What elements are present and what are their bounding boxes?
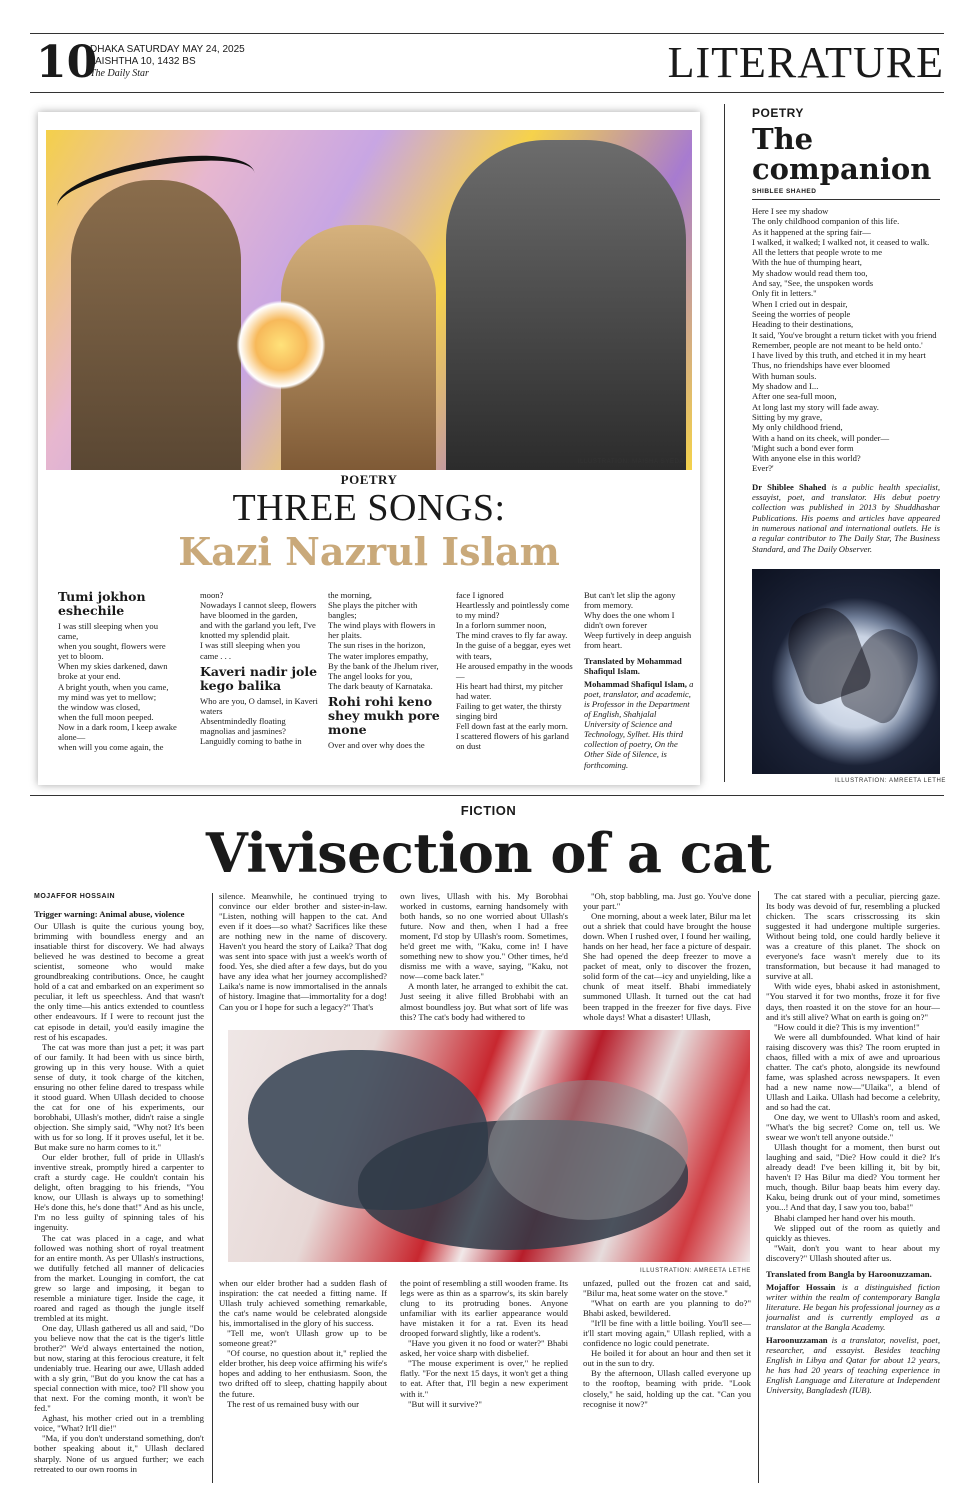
verse-line: I have lived by this truth, and etched it in my heart (752, 350, 926, 361)
verse-line: I was still sleeping when you came . . . (200, 640, 301, 661)
portrait-left (71, 180, 241, 470)
newspaper-brand: The Daily Star (90, 68, 149, 79)
verse-line: But can't let slip the agony from memory. (584, 590, 676, 611)
column-divider (724, 104, 725, 782)
song-column-2 (200, 590, 320, 746)
verse-line: Languidly coming to bathe in (200, 736, 302, 747)
verse-line: After one sea-full moon, (752, 391, 837, 402)
song-1-lines (58, 621, 178, 752)
verse-line: Sitting by my grave, (752, 411, 823, 422)
song-2-lines (200, 696, 320, 746)
companion-author-bio (752, 482, 940, 554)
fiction-author-bio (766, 1282, 940, 1332)
fiction-headline: Vivisection of a cat (205, 821, 772, 885)
verse-line: Failing to get water, the thirsty singing bird (456, 701, 562, 722)
songs-kicker: POETRY (340, 472, 398, 487)
story-paragraph: "Of course, no question about it," replied the elder brother, his deep voice affirming his wife's hopes and adding to her enthusiasm. Soon, the two drifted off to sleep, chatting happily about the future. (219, 1348, 387, 1399)
verse-line: Heading to their destinations, (752, 319, 854, 330)
songs-bio-text: a poet, translator, and academic, is Professor in the Department of English, Shahjalal University of Science and Technology, Sylhet. His third collection of poetry, On the Other Side of Silence, is forthcoming. (584, 678, 694, 770)
companion-illustration-credit: ILLUSTRATION: AMREETA LETHE (835, 778, 946, 784)
story-paragraph: He boiled it for about an hour and then set it out in the sun to dry. (583, 1348, 751, 1369)
verse-line: With the hue of thumping heart, (752, 257, 862, 268)
fiction-column-3-bottom (400, 1278, 568, 1483)
fiction-column-5 (766, 891, 940, 1486)
story-paragraph: Our Ullash is quite the curious young boy, brimming with boundless energy and an insatiable thirst for discovery. We had always believed he was destined to become a great scientist, someone who would make groundbreaking contributions. Once, he caught hold of a cat and embarked on an experiment so peculiar, it left us speechless. And that wasn't the only time—his antics extended to countless other endeavours. If I were to recount just the cat episode in detail, you'd easily imagine the rest of his escapades. (34, 921, 204, 1042)
verse-line: Thus, no friendships have ever bloomed (752, 360, 890, 371)
story-paragraph: "It'll be fine with a little boiling. You'll see—it'll start moving again," Ullash replied, with a confidence no logic could penetrate. (583, 1318, 751, 1349)
companion-bio-name: Dr Shiblee Shahed (752, 481, 827, 492)
songs-illustration-credit: ILLUSTRATION: MAISHA SYEDA (577, 459, 684, 465)
story-paragraph: unfazed, pulled out the frozen cat and said, "Bilur ma, heat some water on the stove." (583, 1278, 751, 1299)
fiction-bio1-name: Mojaffor Hossain (766, 1281, 836, 1292)
verse-line: All the letters that people wrote to me (752, 247, 883, 258)
verse-line: Absentmindedly floating magnolias and jasmines? (200, 715, 286, 736)
song-column-5 (584, 590, 694, 770)
story-paragraph: "Wait, don't you want to hear about my discovery?" Ullash shouted after us. (766, 1242, 940, 1263)
portrait-flute-player (446, 140, 686, 470)
verse-line: As it happened at the spring fair— (752, 226, 871, 237)
companion-byline: SHIBLEE SHAHED (752, 188, 940, 200)
verse-line: It said, 'You've brought a return ticket with you friend (752, 329, 937, 340)
story-paragraph: The cat stared with a peculiar, piercing gaze. Its body was devoid of fur, resembling a plucked chicken. The scars crisscrossing its skin suggested it had undergone multiple surgeries. Without being told, one could hardly believe it was a creature of this planet. The shock on everyone's face wasn't merely due to its transformation, but because it had managed to survive at all. (766, 891, 940, 982)
fiction-column-4-bottom (583, 1278, 751, 1483)
verse-line: My shadow would read them too, (752, 267, 868, 278)
story-paragraph: Trigger warning: Animal abuse, violence (34, 909, 185, 919)
story-paragraph: Bhabi clamped her hand over his mouth. (774, 1212, 916, 1223)
fiction-divider-1 (212, 893, 213, 1483)
story-paragraph: "Oh, stop babbling, ma. Just go. You've done your part." (583, 891, 751, 912)
song-2-heading: Kaveri nadir jole kego balika (200, 663, 318, 693)
song-2-continued (328, 590, 448, 691)
songs-headline: THREE SONGS: (232, 487, 506, 529)
verse-line: His heart had thirst, my pitcher had water. (456, 680, 563, 701)
verse-line: and with the garland you left, I've knotted my splendid plait. (200, 620, 316, 641)
song-column-3 (328, 590, 448, 750)
story-paragraph: The cat was placed in a cage, and what followed was nothing short of royal treatment for an entire month. As per Ullash's instructions, we dutifully fetched all manner of delicacies from the market. Lounging in comfort, the cat grew so large and imposing, it began to resemble a miniature tiger. Inside the cage, it roared and raged as though the jungle itself trembled at its might. (34, 1232, 204, 1323)
story-paragraph: "Tell me, won't Ullash grow up to be someone great?" (219, 1328, 387, 1349)
masthead (30, 33, 944, 93)
verse-line: A bright youth, when you came, (58, 681, 169, 692)
story-paragraph: Aghast, his mother cried out in a trembling voice, "What? It'll die!" (34, 1413, 204, 1434)
verse-line: She plays the pitcher with bangles; (328, 600, 418, 621)
story-paragraph: One day, Ullash gathered us all and said, "Do you believe now that the cat is the tiger's little brother?" We'd always entertained the notion, but now, staring at this ferocious creature, it felt undeniably true. Hearing our awe, Ullash added with a sly grin, "But do you know the cat has a special connection with mice, too? I'll show you that next. For the coming month, it won't be fed." (34, 1322, 204, 1414)
verse-line: the window was closed, (58, 701, 141, 712)
fiction-translator-bio (766, 1335, 940, 1395)
fiction-column-2-top (219, 891, 387, 1023)
story-paragraph: One morning, about a week later, Bilur ma let out a shriek that could have brought the house down. When I rushed over, I found her wailing, hands on her head, her face a picture of despair. She had opened the deep freezer to move a packet of meat, only to discover the frozen, solid form of the cat—icy and unyielding, like a chunk of meat itself. Bhabi immediately summoned Ullash. It turned out the cat had been trapped in the freezer for five days. Five whole days! What a disaster! Ullash, (583, 911, 751, 1022)
story-paragraph: With wide eyes, bhabi asked in astonishment, "You starved it for two months, froze it for five days, then roasted it on the stove for an hour—and it's still alive? What on earth is going on?" (766, 981, 940, 1022)
verse-line: I scattered flowers of his garland on dust (456, 731, 569, 752)
verse-line: At long last my story will fade away. (752, 401, 879, 412)
verse-line: 'Might such a bond ever form (752, 442, 854, 453)
verse-line: face I ignored (456, 590, 504, 600)
story-paragraph: A month later, he arranged to exhibit the cat. Just seeing it alive filled Brobhabi with an almost boundless joy. But what sort of life was this? The cat's body had withered to (400, 981, 568, 1022)
verse-line: Now in a dark room, I keep awake alone— (58, 721, 177, 743)
verse-line: With anyone else in this world? (752, 453, 861, 464)
story-paragraph: "The mouse experiment is over," he replied flatly. "For the next 15 days, it won't get a thing to eat. After that, I'll begin a new experiment with it." (400, 1358, 568, 1399)
verse-line: The mind craves to fly far away. (456, 630, 568, 641)
verse-line: my mind was yet to mellow; (58, 691, 157, 702)
fiction-bio2-text: is a translator, novelist, poet, researcher, and essayist. Besides teaching English in Libya and Qatar for about 12 years, he has had 20 years of teaching experience in English Language and Literature at Independent University, Bangladesh (IUB). (766, 1335, 940, 1396)
fiction-illustration-credit: ILLUSTRATION: AMREETA LETHE (640, 1268, 751, 1274)
frangipani-flower (236, 300, 326, 390)
verse-line: My shadow and I... (752, 381, 819, 392)
verse-line: Who are you, O damsel, in Kaveri waters (200, 695, 318, 716)
fiction-bio1-text: is a distinguished fiction writer within the realm of contemporary Bangla literature. He began his professional journey as a journalist and is currently employed as a translator at the Bangla Academy. (766, 1281, 940, 1332)
cats-illustration (228, 1030, 750, 1262)
story-paragraph: "Have you given it no food or water?" Bhabi asked, her voice sharp with disbelief. (400, 1338, 568, 1359)
songs-author: Kazi Nazrul Islam (178, 529, 560, 574)
song-3-heading: Rohi rohi keno shey mukh pore mone (328, 693, 440, 737)
companion-bio-text: is a public health specialist, essayist, poet, and translator. His debut poetry collection was published in 2013 by Shuddhashar Publications. His poems and articles have appeared in numerous national and international outlets. He is a regular contributor to The Daily Star, The Business Standard, and The Daily Observer. (752, 481, 940, 554)
songs-translator-bio (584, 679, 694, 770)
verse-line: Heartlessly and pointlessly come to my mind? (456, 600, 570, 621)
verse-line: Here I see my shadow (752, 206, 829, 216)
fiction-column-2-bottom (219, 1278, 387, 1483)
fiction-column-4-top (583, 891, 751, 1023)
verse-line: And say, "See, the unspoken words (752, 278, 874, 289)
verse-line: Only fit in letters." (752, 288, 817, 299)
verse-line: In the guise of a beggar, eyes wet with tears, (456, 640, 571, 661)
verse-line: The dark beauty of Karnataka. (328, 680, 433, 691)
verse-line: I walked, it walked; I walked not, it ceased to walk. (752, 236, 930, 247)
fiction-byline: MOJAFFOR HOSSAIN (34, 893, 116, 900)
fiction-bio2-name: Haroonuzzaman (766, 1335, 828, 1346)
verse-line: The wind plays with flowers in her plaits. (328, 620, 436, 641)
verse-line: In a forlorn summer noon, (456, 620, 547, 631)
fiction-translator-credit: Translated from Bangla by Haroonuzzaman. (766, 1268, 932, 1279)
songs-columns (58, 589, 694, 780)
verse-line: By the bank of the Jhelum river, (328, 660, 439, 671)
verse-line: Over and over why does the (328, 739, 425, 750)
story-paragraph: the point of resembling a still wooden frame. Its legs were as thin as a sparrow's, its skin barely clung to its protruding bones. Anyone unfamiliar with its earlier appearance would have mistaken it for a rat. Even its head drooped forward slightly, like a rodent's. (400, 1278, 568, 1339)
story-paragraph: By the afternoon, Ullash called everyone up to the rooftop, beaming with pride. "Look closely," he said, holding up the cat. "Can you recognise it now?" (583, 1368, 751, 1409)
story-paragraph: when our elder brother had a sudden flash of inspiration: the cat needed a fitting name. If Ullash truly achieved something remarkable, the cat's name would be celebrated alongside his, immortalised in the glory of his success. (219, 1278, 387, 1329)
story-paragraph: "What on earth are you planning to do?" Bhabi asked, bewildered. (583, 1298, 751, 1319)
poets-collage-illustration (46, 130, 692, 470)
verse-line: He aroused empathy in the woods— (456, 660, 573, 681)
story-paragraph: We slipped out of the room as quietly and quickly as thieves. (766, 1222, 940, 1243)
song-3-ending (584, 590, 694, 651)
verse-line: My only childhood friend, (752, 422, 843, 433)
verse-line: when will you come again, the (58, 742, 164, 753)
song-3-continued (456, 590, 576, 752)
verse-line: When my skies darkened, dawn broke at your end. (58, 661, 168, 682)
verse-line: Fell down fast at the early morn. (456, 721, 568, 732)
story-paragraph: The cat was more than just a pet; it was part of our family. It had been with us since birth, growing up in this very house. With a quiet sense of duty, it took charge of the kitchen, ensuring no other feline dared to trespass while it stood guard. When Ullash decided to choose the cat for one of his experiments, our borobhabi, Ullash's mother, didn't raise a single objection. She simply said, "Why not? It's been with us for so long. If it proves useful, let it be. But make sure no harm comes to it." (34, 1041, 204, 1153)
story-paragraph: Ullash thought for a moment, then burst out laughing and said, "Die? How could it die? It's already dead! I've been killing it, bit by bit, haven't I? Has Bilur ma died? You torment her much, though. Bilur baap beats him every day. Kaku, being drunk out of your mind, sometimes you...! And that day, I saw you too, baba!" (766, 1142, 940, 1213)
companion-poem-article (752, 106, 940, 554)
verse-line: With a hand on its cheek, will ponder— (752, 432, 890, 443)
song-column-4 (456, 590, 576, 752)
fiction-divider-2 (758, 891, 759, 1483)
verse-line: the morning, (328, 590, 372, 600)
songs-translator-credit: Translated by Mohammad Shafiqul Islam. (584, 655, 682, 676)
verse-line: Ever?' (752, 463, 774, 474)
story-paragraph: silence. Meanwhile, he continued trying to convince our elder brother and sister-in-law. "Listen, nothing will happen to the cat. And even if it does—so what? Sacrifices like these are nothing new in the name of discovery. Haven't you heard the story of Laika? That dog was sent into space with just a week's worth of food. Yes, she died after a few days, but do you have any idea what her journey accomplished? Laika's name is now immortalised in the annals of history. Imagine that—immortality for a dog! Can you or I hope for such a legacy?" That's (219, 891, 387, 1012)
dateline (90, 44, 245, 80)
verse-line: When I cried out in despair, (752, 298, 848, 309)
songs-bio-name: Mohammad Shafiqul Islam, (584, 678, 687, 689)
song-column-1 (58, 590, 178, 752)
story-paragraph: The rest of us remained busy with our (227, 1398, 359, 1409)
verse-line: The water implores empathy, (328, 650, 429, 661)
verse-line: moon? (200, 590, 224, 600)
verse-line: Why does the one whom I didn't own forever (584, 610, 675, 631)
verse-line: The only childhood companion of this life. (752, 216, 900, 227)
three-songs-article (38, 112, 700, 785)
dateline-date: DHAKA SATURDAY MAY 24, 2025 (90, 44, 245, 55)
cat-shape-ghost (488, 1080, 688, 1220)
fiction-kicker: FICTION (460, 803, 517, 818)
story-paragraph: own lives, Ullash with his. My Borobhai worked in customs, earning handsomely with both hands, so no one worried about Ullash's future. Now and then, when I had a free moment, I'd stop by Ullash's room. Sometimes, he'd greet me with, "Kaku, come in! I have something new to show you." Other times, he'd dismiss me with a wave, saying, "Kaku, not now—come back later." (400, 891, 568, 982)
moon-hands-illustration (752, 569, 940, 774)
verse-line: I was still sleeping when you came, (58, 621, 159, 642)
dateline-bangla-date: JAISHTHA 10, 1432 BS (90, 56, 196, 67)
fiction-top-rule (30, 795, 944, 796)
story-paragraph: Our elder brother, full of pride in Ullash's inventive streak, promptly hired a carpenter to craft a sturdy cage. He couldn't contain his delight, often bragging to his friends, "You know, our Ullash is always up to something! He's done this, he's done that!" And as his uncle, I'm no less guilty of spinning tales of his ingenuity. (34, 1152, 204, 1233)
companion-headline: The companion (752, 122, 932, 186)
verse-line: when you sought, flowers were yet to bloom. (58, 641, 166, 662)
story-paragraph: We were all dumbfounded. What kind of hair raising discovery was this? The room erupted in chaos, filled with a mix of awe and uproarious chatter. The cat's photo, alongside its newfound fame, was splashed across newspapers. It even had a new name now—"Ulaika", a blend of Ullash and Laika. Ullash had become a celebrity, and so had the cat. (766, 1031, 940, 1112)
verse-line: Seeing the worries of people (752, 308, 851, 319)
song-3-lines (328, 740, 448, 750)
fiction-column-5-body (766, 891, 940, 1263)
fiction-column-3-top (400, 891, 568, 1023)
section-title: LITERATURE (667, 38, 944, 87)
verse-line: With human souls. (752, 370, 817, 381)
story-paragraph: One day, we went to Ullash's room and asked, "What's the big secret? Come on, tell us. We swear we won't tell anyone outside." (766, 1112, 940, 1143)
story-paragraph: "Ma, if you don't understand something, don't bother speaking about it," Ullash declared sharply. None of us argued further; we each retreated to our own rooms in (34, 1433, 204, 1474)
companion-kicker: POETRY (752, 106, 804, 120)
fiction-column-1 (34, 909, 204, 1484)
verse-line: when the full moon peeped. (58, 711, 154, 722)
companion-poem-body (752, 206, 940, 474)
song-1-continued (200, 590, 320, 661)
verse-line: The sun rises in the horizon, (328, 640, 426, 651)
verse-line: The angel looks for you, (328, 670, 413, 681)
story-paragraph: "How could it die? This is my invention!" (774, 1021, 920, 1032)
page-number: 10 (36, 37, 98, 88)
verse-line: Remember, people are not meant to be held onto.' (752, 339, 923, 350)
story-paragraph: "But will it survive?" (408, 1398, 482, 1409)
verse-line: Nowadays I cannot sleep, flowers have bloomed in the garden, (200, 600, 317, 621)
verse-line: Weep furtively in deep anguish from heart. (584, 630, 692, 651)
song-1-heading: Tumi jokhon eshechile (58, 589, 146, 618)
